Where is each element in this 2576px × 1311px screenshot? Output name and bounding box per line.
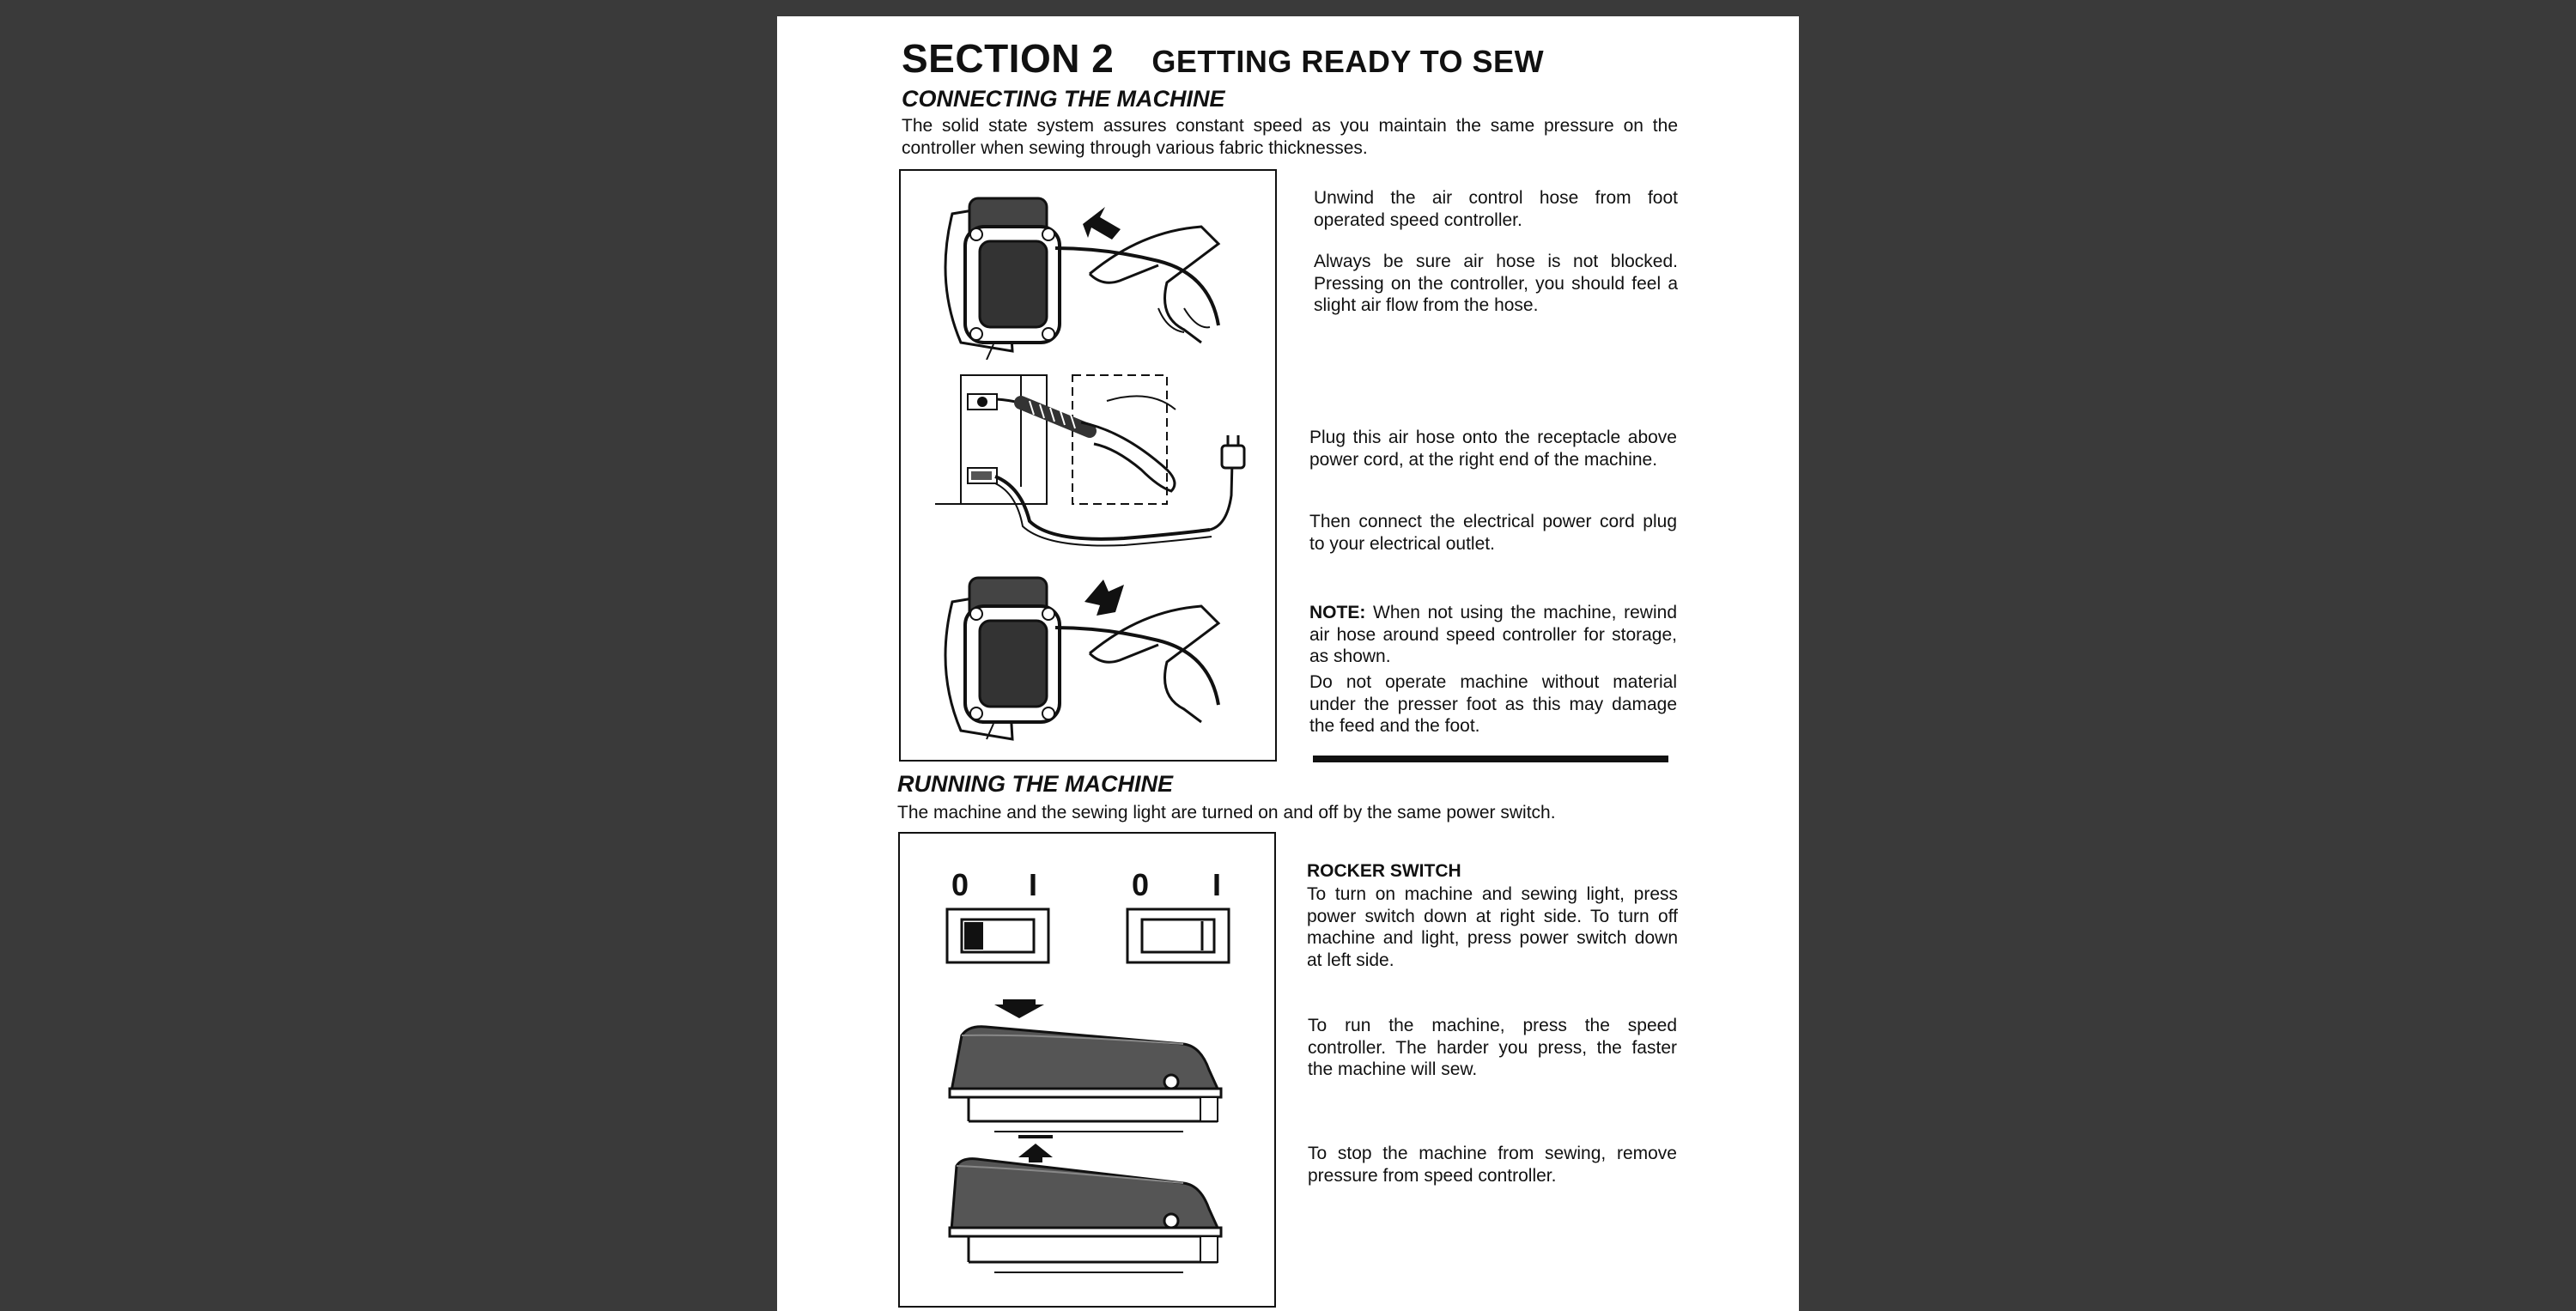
- do-not-operate-text: Do not operate machine without material under the presser foot as this may damage the feed and the foot.: [1309, 672, 1677, 736]
- note-label: NOTE:: [1309, 603, 1366, 622]
- section-heading: [902, 35, 1544, 82]
- pedal-press-illustration: [900, 992, 1274, 1147]
- hose-plug-illustration: [901, 367, 1275, 564]
- connecting-intro: The solid state system assures constant speed as you maintain the same pressure on the controller when sewing through various fabric thicknesses.: [902, 116, 1678, 158]
- foot-controller-storage-illustration: [901, 567, 1275, 748]
- plug-hose-text: Plug this air hose onto the receptacle above power cord, at the right end of the machine.: [1309, 428, 1677, 470]
- unwind-hose-text: Unwind the air control hose from foot operated speed controller.: [1314, 188, 1678, 230]
- manual-page: [777, 16, 1799, 1311]
- connecting-heading: CONNECTING THE MACHINE: [902, 86, 1225, 112]
- switch-off-label-2: 0: [1132, 867, 1150, 902]
- pedal-release-illustration: [900, 1132, 1274, 1303]
- rocker-switch-title: ROCKER SWITCH: [1307, 861, 1461, 881]
- switch-off-label: 0: [951, 867, 969, 902]
- foot-controller-hose-illustration: [901, 179, 1275, 360]
- switch-on-label: I: [1029, 867, 1038, 902]
- power-cord-text: Then connect the electrical power cord plug to your electrical outlet.: [1309, 512, 1677, 554]
- switch-on-label-2: I: [1212, 867, 1222, 902]
- running-heading: RUNNING THE MACHINE: [897, 771, 1173, 797]
- rocker-switch-text: To turn on machine and sewing light, press power switch down at right side. To turn off machine and light, press power switch down at left side.: [1307, 884, 1678, 970]
- connecting-figure: [899, 169, 1277, 762]
- section-number: SECTION 2: [902, 36, 1115, 81]
- run-machine-text: To run the machine, press the speed controller. The harder you press, the faster the machine will sew.: [1308, 1016, 1677, 1079]
- section-title: GETTING READY TO SEW: [1151, 44, 1545, 79]
- running-figure: [898, 832, 1276, 1308]
- note-text: [1309, 602, 1677, 668]
- note-body: When not using the machine, rewind air hose around speed controller for storage, as shown.: [1309, 603, 1677, 666]
- running-intro: The machine and the sewing light are turned on and off by the same power switch.: [897, 803, 1556, 822]
- rocker-switch-illustration: [900, 859, 1274, 988]
- air-flow-text: Always be sure air hose is not blocked. Pressing on the controller, you should feel a slight air flow from the hose.: [1314, 252, 1678, 315]
- divider-rule: [1313, 756, 1668, 762]
- stop-machine-text: To stop the machine from sewing, remove pressure from speed controller.: [1308, 1144, 1677, 1186]
